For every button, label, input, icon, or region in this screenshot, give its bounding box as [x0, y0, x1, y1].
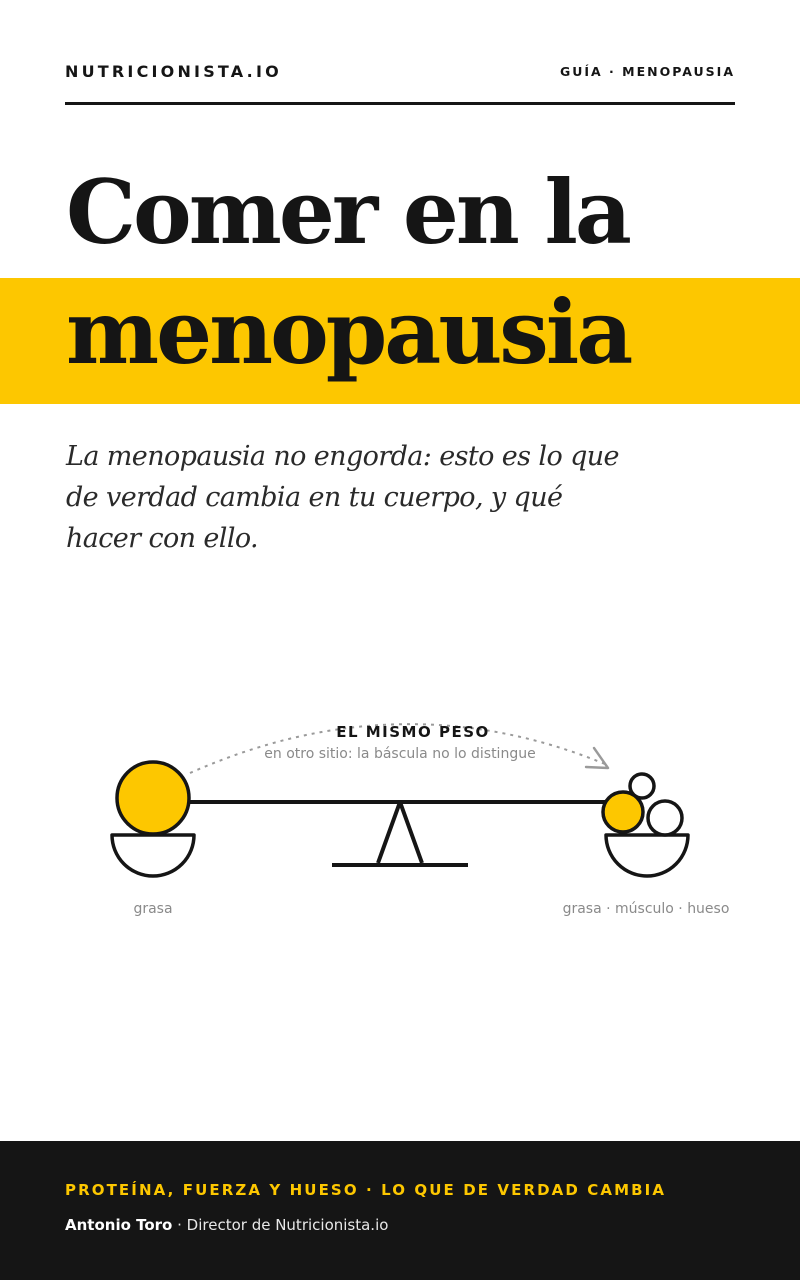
author-role: · Director de Nutricionista.io [172, 1216, 389, 1234]
lede: La menopausia no engorda: esto es lo que de verdad cambia en tu cuerpo, y qué hacer con ello. [66, 441, 619, 554]
author-byline [65, 1216, 388, 1234]
right-pan [606, 835, 688, 876]
title-line-2: menopausia [66, 280, 631, 384]
brand-name: NUTRICIONISTA.IO [65, 62, 282, 81]
masthead [65, 58, 735, 105]
title-line-1: Comer en la [66, 160, 629, 264]
fat-mass-circle [117, 762, 189, 834]
illustration-heading: EL MISMO PESO [336, 723, 490, 741]
left-pan-label: grasa [133, 901, 173, 917]
illustration-subheading: en otro sitio: la báscula no lo distingue [264, 746, 536, 762]
muscle-circle [648, 801, 682, 835]
footer-tagline: PROTEÍNA, FUERZA Y HUESO · LO QUE DE VERDAD CAMBIA [65, 1181, 667, 1199]
author-name: Antonio Toro [65, 1216, 173, 1234]
section-tag: GUÍA · MENOPAUSIA [559, 64, 735, 79]
left-pan [112, 835, 194, 876]
scale-fulcrum [378, 802, 422, 863]
bone-circle [630, 774, 654, 798]
balance-scale-illustration [0, 690, 800, 930]
right-pan-label: grasa · músculo · hueso [562, 901, 730, 917]
footer [0, 1141, 800, 1280]
